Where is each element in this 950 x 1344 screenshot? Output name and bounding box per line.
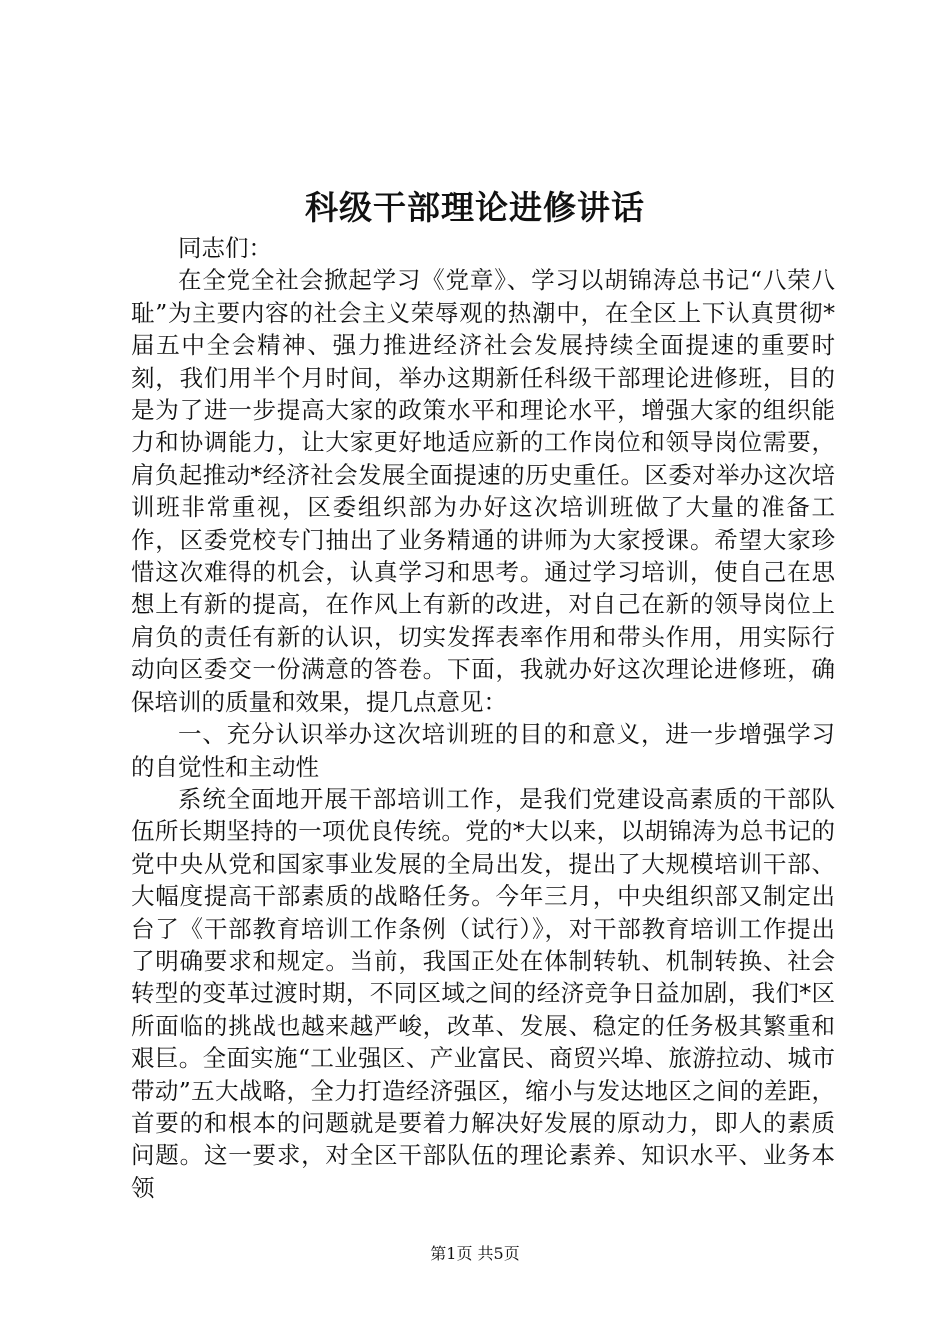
page-footer: 第1页 共5页 bbox=[430, 1244, 520, 1263]
paragraph-section-1: 系统全面地开展干部培训工作，是我们党建设高素质的干部队伍所长期坚持的一项优良传统。党的*大以来，以胡锦涛为总书记的党中央从党和国家事业发展的全局出发，提出了大规模培训干部、大幅度提高干部素质的战略任务。今年三月，中央组织部又制定出台了《干部教育培训工作条例（试行）》，对干部教育培训工作提出了明确要求和规定。当前，我国正处在体制转轨、机制转换、社会转型的变革过渡时期，不同区域之间的经济竞争日益加剧，我们*区所面临的挑战也越来越严峻，改革、发展、稳定的任务极其繁重和艰巨。全面实施“工业强区、产业富民、商贸兴埠、旅游拉动、城市带动”五大战略，全力打造经济强区，缩小与发达地区之间的差距，首要的和根本的问题就是要着力解决好发展的原动力，即人的素质问题。这一要求，对全区干部队伍的理论素养、知识水平、业务本领 bbox=[131, 784, 835, 1202]
document-title: 科级干部理论进修讲话 bbox=[305, 188, 645, 227]
salutation: 同志们： bbox=[178, 234, 272, 262]
paragraph-intro: 在全党全社会掀起学习《党章》、学习以胡锦涛总书记“八荣八耻”为主要内容的社会主义荣辱观的热潮中，在全区上下认真贯彻*届五中全会精神、强力推进经济社会发展持续全面提速的重要时刻，我们用半个月时间，举办这期新任科级干部理论进修班，目的是为了进一步提高大家的政策水平和理论水平，增强大家的组织能力和协调能力，让大家更好地适应新的工作岗位和领导岗位需要，肩负起推动*经济社会发展全面提速的历史重任。区委对举办这次培训班非常重视，区委组织部为办好这次培训班做了大量的准备工作，区委党校专门抽出了业务精通的讲师为大家授课。希望大家珍惜这次难得的机会，认真学习和思考。通过学习培训，使自己在思想上有新的提高，在作风上有新的改进，对自己在新的领导岗位上肩负的责任有新的认识，切实发挥表率作用和带头作用，用实际行动向区委交一份满意的答卷。下面，我就办好这次理论进修班，确保培训的质量和效果，提几点意见： bbox=[131, 266, 835, 716]
section-heading-1: 一、充分认识举办这次培训班的目的和意义，进一步增强学习的自觉性和主动性 bbox=[131, 720, 835, 781]
document-body bbox=[131, 232, 835, 1204]
